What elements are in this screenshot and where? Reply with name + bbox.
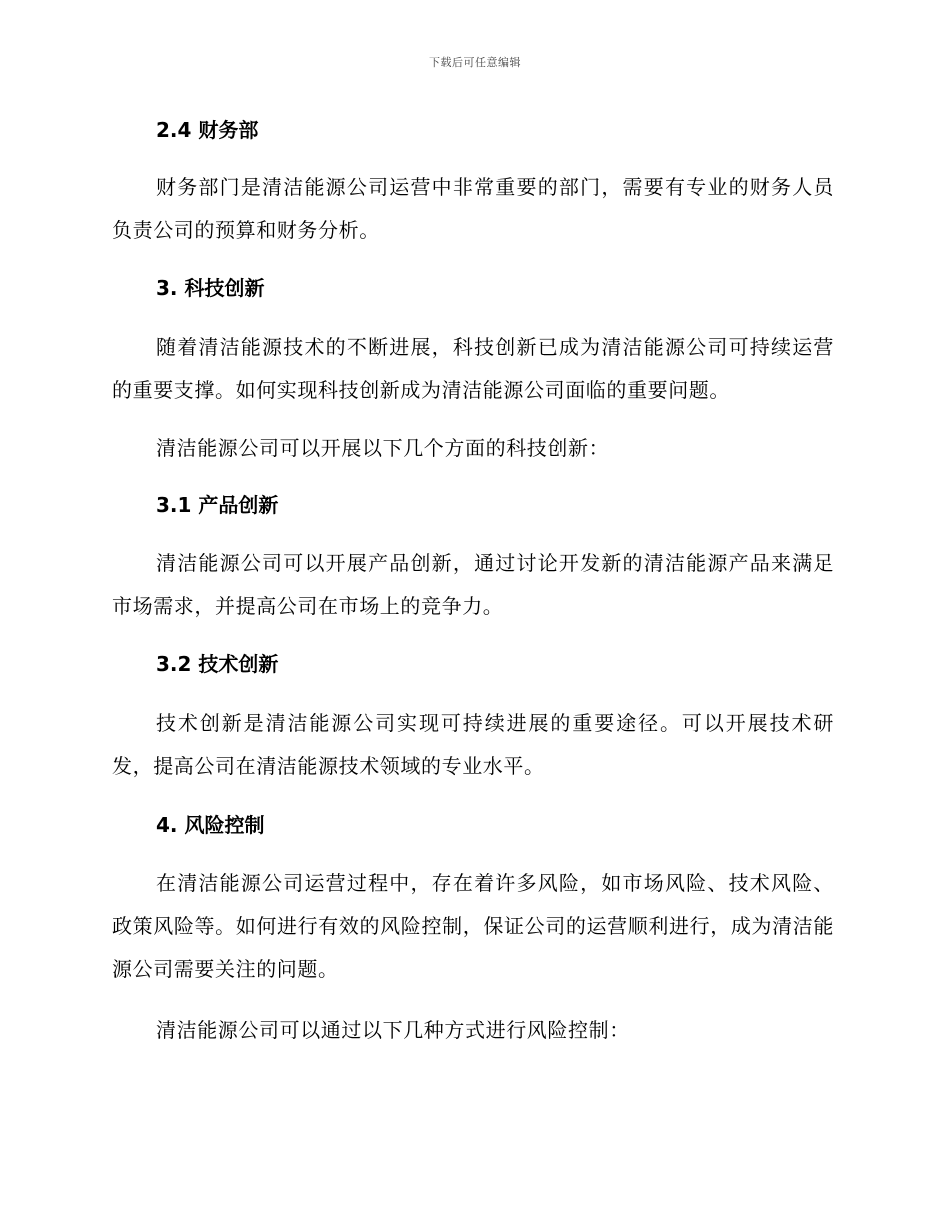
section-heading-3-2: 3.2 技术创新 <box>156 652 279 676</box>
paragraph-3-2: 技术创新是清洁能源公司实现可持续进展的重要途径。可以开展技术研发，提高公司在清洁能源技术领域的专业水平。 <box>112 711 834 778</box>
section-heading-2-4: 2.4 财务部 <box>156 118 259 142</box>
section-heading-4: 4. 风险控制 <box>156 813 265 837</box>
section-heading-3-1: 3.1 产品创新 <box>156 493 279 517</box>
paragraph-2-4: 财务部门是清洁能源公司运营中非常重要的部门，需要有专业的财务人员负责公司的预算和财务分析。 <box>112 175 834 242</box>
paragraph-3-a: 随着清洁能源技术的不断进展，科技创新已成为清洁能源公司可持续运营的重要支撑。如何实现科技创新成为清洁能源公司面临的重要问题。 <box>112 335 834 402</box>
section-heading-3: 3. 科技创新 <box>156 276 265 300</box>
header-note: 下载后可任意编辑 <box>429 56 521 69</box>
paragraph-4-a: 在清洁能源公司运营过程中，存在着许多风险，如市场风险、技术风险、政策风险等。如何进行有效的风险控制，保证公司的运营顺利进行，成为清洁能源公司需要关注的问题。 <box>112 871 834 981</box>
paragraph-3-b: 清洁能源公司可以开展以下几个方面的科技创新： <box>156 436 610 460</box>
paragraph-3-1: 清洁能源公司可以开展产品创新，通过讨论开发新的清洁能源产品来满足市场需求，并提高公司在市场上的竞争力。 <box>112 551 834 618</box>
paragraph-4-b: 清洁能源公司可以通过以下几种方式进行风险控制： <box>156 1018 630 1042</box>
